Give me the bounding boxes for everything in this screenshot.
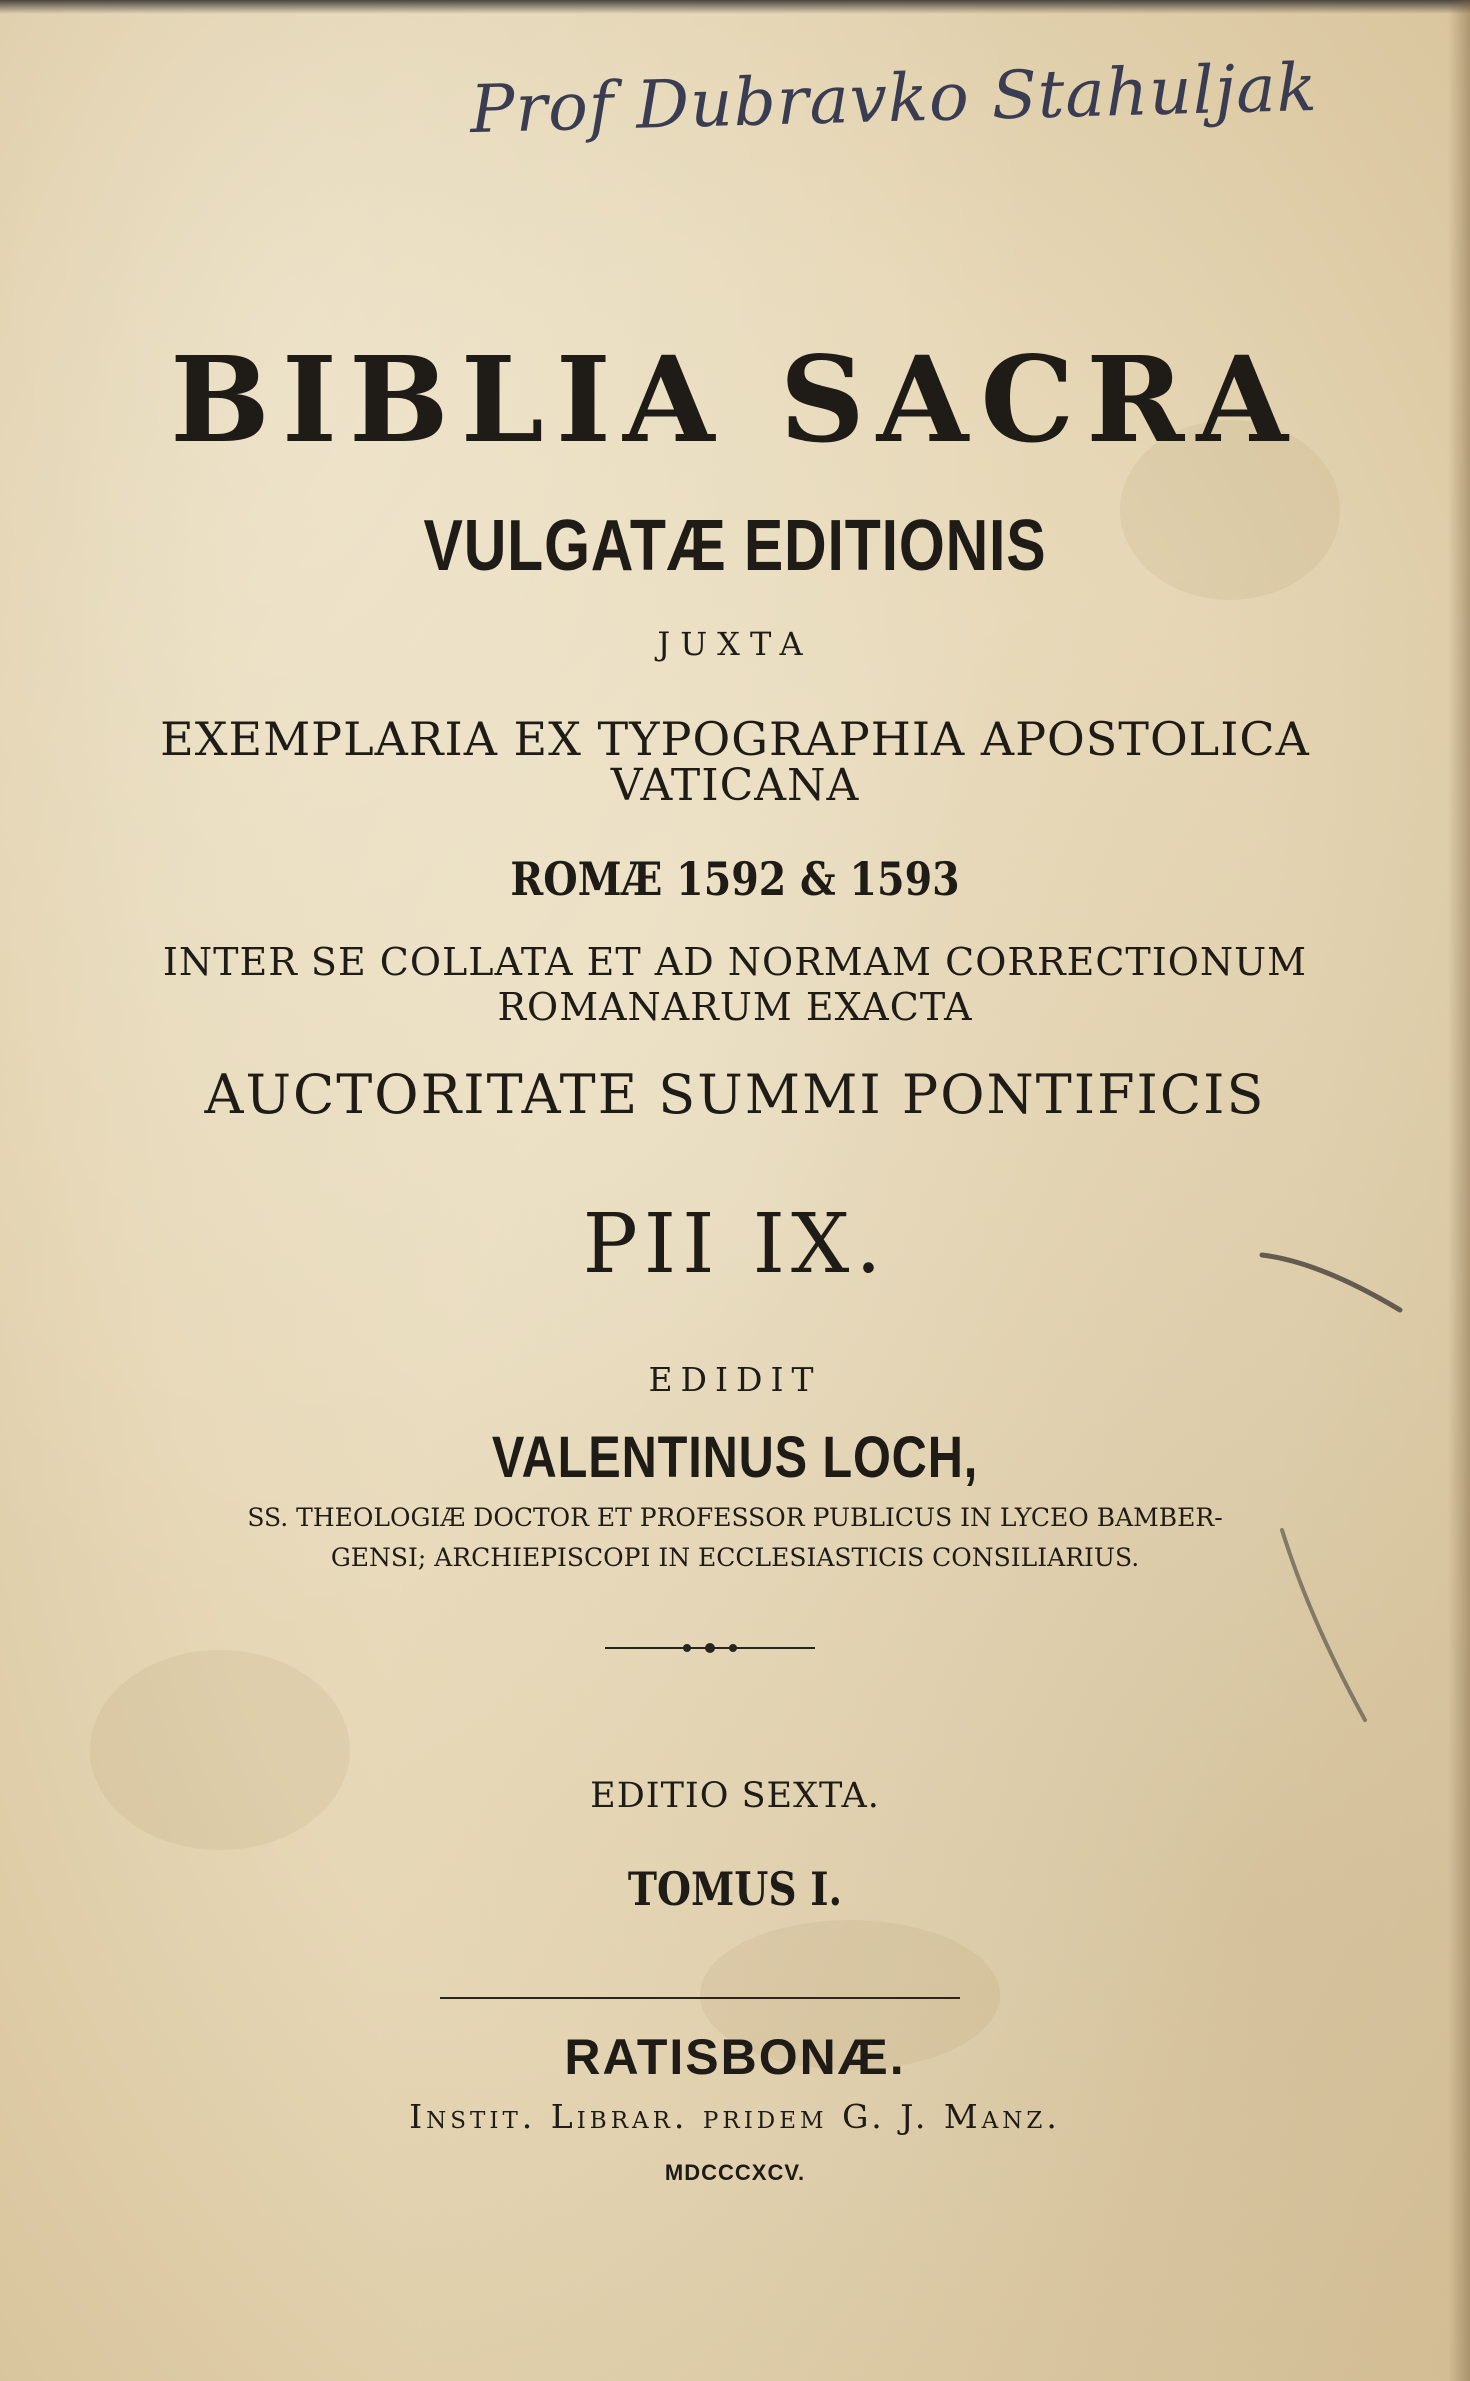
handwritten-inscription: Prof Dubravko Stahuljak <box>469 48 1319 149</box>
auctoritate-line: AUCTORITATE SUMMI PONTIFICIS <box>204 1063 1266 1126</box>
edidit-line: EDIDIT <box>648 1360 822 1399</box>
exemplaria-line-1: EXEMPLARIA EX TYPOGRAPHIA APOSTOLICA <box>160 712 1310 766</box>
juxta-line: JUXTA <box>657 625 813 663</box>
inter-line-1: INTER SE COLLATA ET AD NORMAM CORRECTIONUM <box>162 940 1308 984</box>
inter-line-2: ROMANARUM EXACTA <box>497 985 973 1029</box>
volume-line: TOMUS I. <box>627 1862 843 1916</box>
editor-description-line-1: SS. THEOLOGIÆ DOCTOR ET PROFESSOR PUBLICUS IN LYCEO BAMBER- <box>247 1503 1223 1532</box>
editor-name: VALENTINUS LOCH, <box>491 1425 979 1490</box>
book-title: BIBLIA SACRA <box>170 330 1300 469</box>
place-of-publication: RATISBONÆ. <box>564 2029 906 2085</box>
editor-description-line-2: GENSI; ARCHIEPISCOPI IN ECCLESIASTICIS CONSILIARIUS. <box>330 1543 1140 1572</box>
edition-line: EDITIO SEXTA. <box>590 1776 880 1816</box>
pope-name: PII IX. <box>582 1197 888 1292</box>
publisher-line: Instit. Librar. pridem G. J. Manz. <box>409 2097 1061 2136</box>
exemplaria-line-2: VATICANA <box>610 760 860 811</box>
publication-year: MDCCCXCV. <box>664 2160 806 2185</box>
book-subtitle: VULGATÆ EDITIONIS <box>423 506 1047 586</box>
romae-line: ROMÆ 1592 & 1593 <box>510 852 960 906</box>
